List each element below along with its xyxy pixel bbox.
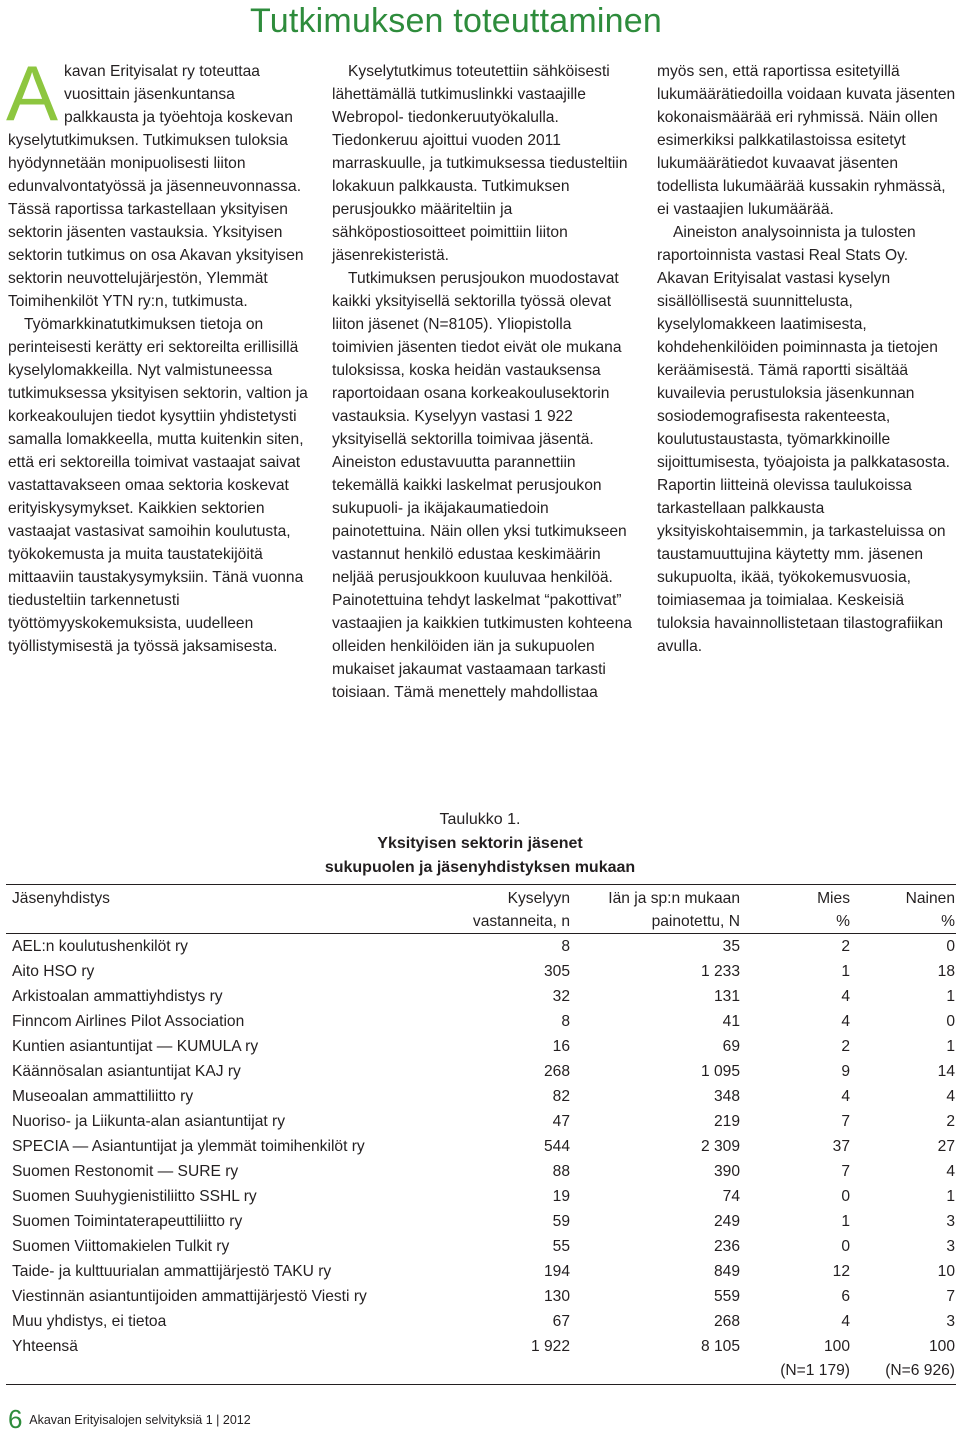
header-respondents: Kyselyyn vastanneita, n (426, 885, 571, 934)
weighted-cell: 236 (713, 1238, 740, 1255)
respondents-cell: 47 (552, 1113, 570, 1130)
female-cell: 7 (946, 1288, 955, 1305)
respondents-cell: 305 (543, 963, 570, 980)
weighted-cell: 74 (722, 1188, 740, 1205)
respondents-cell: 32 (552, 988, 570, 1005)
table-row (6, 1259, 956, 1284)
header-male: Mies % (741, 885, 851, 934)
text-column-1 (6, 49, 308, 658)
table-row (6, 1109, 956, 1134)
respondents-cell: 82 (552, 1088, 570, 1105)
paragraph: Työmarkkinatutkimuksen tietoja on perinteisesti kerätty eri sektoreilta erillisillä kyselylomakkeilla. Nyt valmistuneessa tutkimuksessa yksityisen sektorin, valtion ja korkeakoulujen tiedot kysyttiin yhdistetysti samalla lomakkeella, mutta kuitenkin siten, että eri sektoreilla toimivat vastaajat saivat vastattavakseen omaa sektoria koskevat erityiskysymykset. Kaikkien sektorien vastaajat vastasivat samoihin koulutusta, työkokemusta ja muita taustatekijöitä mittaaviin taustakysymyksiin. Tänä vuonna tiedusteltiin tarkennetusti työttömyyskokemuksista, uudelleen työllistymisestä ja työssä jaksamisesta. (8, 316, 308, 655)
table-row (6, 984, 956, 1009)
respondents-cell: 55 (552, 1238, 570, 1255)
table-row (6, 1059, 956, 1084)
male-cell: 37 (832, 1138, 850, 1155)
weighted-cell: 131 (713, 988, 740, 1005)
association-cell: Suomen Restonomit — SURE ry (12, 1163, 239, 1180)
respondents-cell: 8 (561, 1013, 570, 1030)
header-weighted: Iän ja sp:n mukaan painotettu, N (571, 885, 741, 934)
association-cell: Taide- ja kulttuurialan ammattijärjestö TAKU ry (12, 1263, 332, 1280)
table-caption-title: Yksityisen sektorin jäsenet (377, 835, 583, 852)
publication-name: Akavan Erityisalojen selvityksiä 1 | 2012 (29, 1413, 251, 1427)
male-cell: 0 (841, 1188, 850, 1205)
female-cell: 2 (946, 1113, 955, 1130)
weighted-cell: 1 233 (700, 963, 740, 980)
female-cell: 1 (946, 988, 955, 1005)
association-cell: Viestinnän asiantuntijoiden ammattijärjestö Viesti ry (12, 1288, 367, 1305)
table-caption (0, 808, 960, 880)
association-cell: Suomen Suuhygienistiliitto SSHL ry (12, 1188, 257, 1205)
total-weighted: 8 105 (700, 1338, 740, 1355)
page-footer (8, 1404, 251, 1431)
intro-paragraph (6, 49, 308, 313)
association-cell: Suomen Toimintaterapeuttiliitto ry (12, 1213, 243, 1230)
female-cell: 3 (946, 1313, 955, 1330)
association-cell: Nuoriso- ja Liikunta-alan asiantuntijat ry (12, 1113, 286, 1130)
female-cell: 0 (946, 938, 955, 955)
female-cell: 1 (946, 1188, 955, 1205)
table-row (6, 1084, 956, 1109)
association-cell: Aito HSO ry (12, 963, 95, 980)
table-row (6, 1209, 956, 1234)
weighted-cell: 390 (713, 1163, 740, 1180)
respondents-cell: 8 (561, 938, 570, 955)
table-row (6, 1159, 956, 1184)
association-cell: Arkistoalan ammattiyhdistys ry (12, 988, 223, 1005)
drop-cap: A (6, 49, 59, 137)
table-row (6, 1184, 956, 1209)
table-header-row (6, 885, 956, 934)
table-caption-title: sukupuolen ja jäsenyhdistyksen mukaan (324, 859, 636, 876)
association-cell: Suomen Viittomakielen Tulkit ry (12, 1238, 230, 1255)
female-cell: 10 (937, 1263, 955, 1280)
male-cell: 4 (841, 1013, 850, 1030)
intro-text: kavan Erityisalat ry toteuttaa vuosittain jäsenkuntansa palkkausta ja työehtoja koskevan kyselytutkimuksen. Tutkimuksen tuloksia hyödynnetään monipuolisesti liiton edunvalvontatyössä ja jäsenneuvonnassa. Tässä raportissa tarkastellaan yksityisen sektorin jäsenten vastauksia. Yksityisen sektorin tutkimus on osa Akavan yksityisen sektorin neuvottelujärjestön, Ylemmät Toimihenkilöt YTN ry:n, tutkimusta. (8, 63, 304, 310)
male-cell: 2 (841, 938, 850, 955)
members-table (6, 884, 956, 1385)
table-row (6, 1034, 956, 1059)
association-cell: SPECIA — Asiantuntijat ja ylemmät toimihenkilöt ry (12, 1138, 365, 1155)
weighted-cell: 69 (722, 1038, 740, 1055)
male-cell: 1 (841, 1213, 850, 1230)
paragraph: Tutkimuksen perusjoukon muodostavat kaikki yksityisellä sektorilla työssä olevat liiton jäsenet (N=8105). Yliopistolla toimivien jäsenten tiedot eivät ole mukana tuloksissa, koska heidän vastauksensa raportoidaan osana korkeakoulusektorin vastauksia. Kyselyyn vastasi 1 922 yksityisellä sektorilla toimivaa jäsentä. Aineiston edustavuutta parannettiin tekemällä kaikki laskelmat perusjoukon sukupuoli- ja ikäjakaumatiedoin painotettuina. Näin ollen yksi tutkimukseen vastannut henkilö edustaa keskimäärin neljää perusjoukkoon kuuluvaa henkilöä. Painotettuina tehdyt laskelmat “pakottivat” vastaajien ja kaikkien tutkimusten kohteena olleiden henkilöiden iän ja sukupuolen mukaiset jakaumat vastaamaan tarkasti toisiaan. Tämä menettely mahdollistaa (332, 270, 632, 701)
female-cell: 4 (946, 1088, 955, 1105)
total-respondents: 1 922 (530, 1338, 570, 1355)
respondents-cell: 194 (543, 1263, 570, 1280)
weighted-cell: 219 (713, 1113, 740, 1130)
table-row (6, 1309, 956, 1334)
female-cell: 27 (937, 1138, 955, 1155)
header-association: Jäsenyhdistys (6, 885, 426, 934)
association-cell: AEL:n koulutushenkilöt ry (12, 938, 188, 955)
paragraph: Kyselytutkimus toteutettiin sähköisesti lähettämällä tutkimuslinkki vastaajille Webropol- tiedonkeruutyökalulla. Tiedonkeruu ajoittui vuoden 2011 marraskuulle, ja tutkimuksessa tiedusteltiin lokakuun palkkausta. Tutkimuksen perusjoukko määriteltiin ja sähköpostiosoitteet poimittiin liiton jäsenrekisteristä. (332, 63, 628, 264)
association-cell: Kuntien asiantuntijat — KUMULA ry (12, 1038, 259, 1055)
male-cell: 7 (841, 1113, 850, 1130)
male-cell: 1 (841, 963, 850, 980)
female-cell: 0 (946, 1013, 955, 1030)
weighted-cell: 268 (713, 1313, 740, 1330)
table-row (6, 1134, 956, 1159)
text-column-2 (332, 60, 634, 704)
total-male: 100 (N=1 179) (780, 1338, 850, 1379)
table-row (6, 1009, 956, 1034)
weighted-cell: 41 (722, 1013, 740, 1030)
association-cell: Muu yhdistys, ei tietoa (12, 1313, 167, 1330)
respondents-cell: 544 (543, 1138, 570, 1155)
header-female: Nainen % (851, 885, 956, 934)
association-cell: Käännösalan asiantuntijat KAJ ry (12, 1063, 241, 1080)
respondents-cell: 19 (552, 1188, 570, 1205)
weighted-cell: 849 (713, 1263, 740, 1280)
female-cell: 14 (937, 1063, 955, 1080)
weighted-cell: 559 (713, 1288, 740, 1305)
female-cell: 3 (946, 1213, 955, 1230)
male-cell: 6 (841, 1288, 850, 1305)
male-cell: 4 (841, 988, 850, 1005)
total-label: Yhteensä (12, 1338, 78, 1355)
respondents-cell: 67 (552, 1313, 570, 1330)
respondents-cell: 88 (552, 1163, 570, 1180)
respondents-cell: 16 (552, 1038, 570, 1055)
male-cell: 7 (841, 1163, 850, 1180)
female-cell: 3 (946, 1238, 955, 1255)
paragraph: Aineiston analysoinnista ja tulosten raportoinnista vastasi Real Stats Oy. Akavan Erityisalat vastasi kyselyn sisällöllisestä suunnittelusta, kyselylomakkeen laatimisesta, kohdehenkilöiden poiminnasta ja tietojen keräämisestä. Tämä raportti sisältää kuvailevia perustuloksia jäsenkunnan sosiodemografisesta rakenteesta, koulutustaustasta, työmarkkinoille sijoittumisesta, työajoista ja palkkatasosta. Raportin liitteinä olevissa taulukoissa tarkastellaan palkkausta yksityiskohtaisemmin, ja tarkasteluissa on taustamuuttujina käytetty mm. jäsenen sukupuolta, ikää, työkokemusvuosia, toimiasemaa ja toimialaa. Keskeisiä tuloksia havainnollistetaan tilastografiikan avulla. (657, 224, 950, 655)
table-row (6, 959, 956, 984)
table-row (6, 1234, 956, 1259)
female-cell: 18 (937, 963, 955, 980)
male-cell: 12 (832, 1263, 850, 1280)
respondents-cell: 268 (543, 1063, 570, 1080)
text-column-3 (657, 60, 959, 658)
total-female: 100 (N=6 926) (885, 1338, 955, 1379)
weighted-cell: 2 309 (700, 1138, 740, 1155)
male-cell: 0 (841, 1238, 850, 1255)
table-caption-label: Taulukko 1. (439, 811, 521, 828)
paragraph: myös sen, että raportissa esitetyillä lukumäärätiedoilla voidaan kuvata jäsenten kokonaismäärää eri ryhmissä. Näin ollen esimerkiksi palkkatilastoissa esitetyt lukumäärätiedot kuvaavat jäsenten todellista lukumäärää kussakin ryhmässä, ei vastaajien lukumäärää. (657, 63, 956, 218)
weighted-cell: 249 (713, 1213, 740, 1230)
weighted-cell: 1 095 (700, 1063, 740, 1080)
page-title: Tutkimuksen toteuttaminen (250, 2, 662, 40)
association-cell: Finncom Airlines Pilot Association (12, 1013, 245, 1030)
respondents-cell: 130 (543, 1288, 570, 1305)
female-cell: 1 (946, 1038, 955, 1055)
table-row (6, 934, 956, 960)
association-cell: Museoalan ammattiliitto ry (12, 1088, 194, 1105)
female-cell: 4 (946, 1163, 955, 1180)
male-cell: 4 (841, 1088, 850, 1105)
page-number: 6 (8, 1404, 23, 1431)
weighted-cell: 348 (713, 1088, 740, 1105)
male-cell: 9 (841, 1063, 850, 1080)
male-cell: 2 (841, 1038, 850, 1055)
male-cell: 4 (841, 1313, 850, 1330)
respondents-cell: 59 (552, 1213, 570, 1230)
weighted-cell: 35 (722, 938, 740, 955)
table-row (6, 1284, 956, 1309)
table-total-row (6, 1334, 956, 1384)
